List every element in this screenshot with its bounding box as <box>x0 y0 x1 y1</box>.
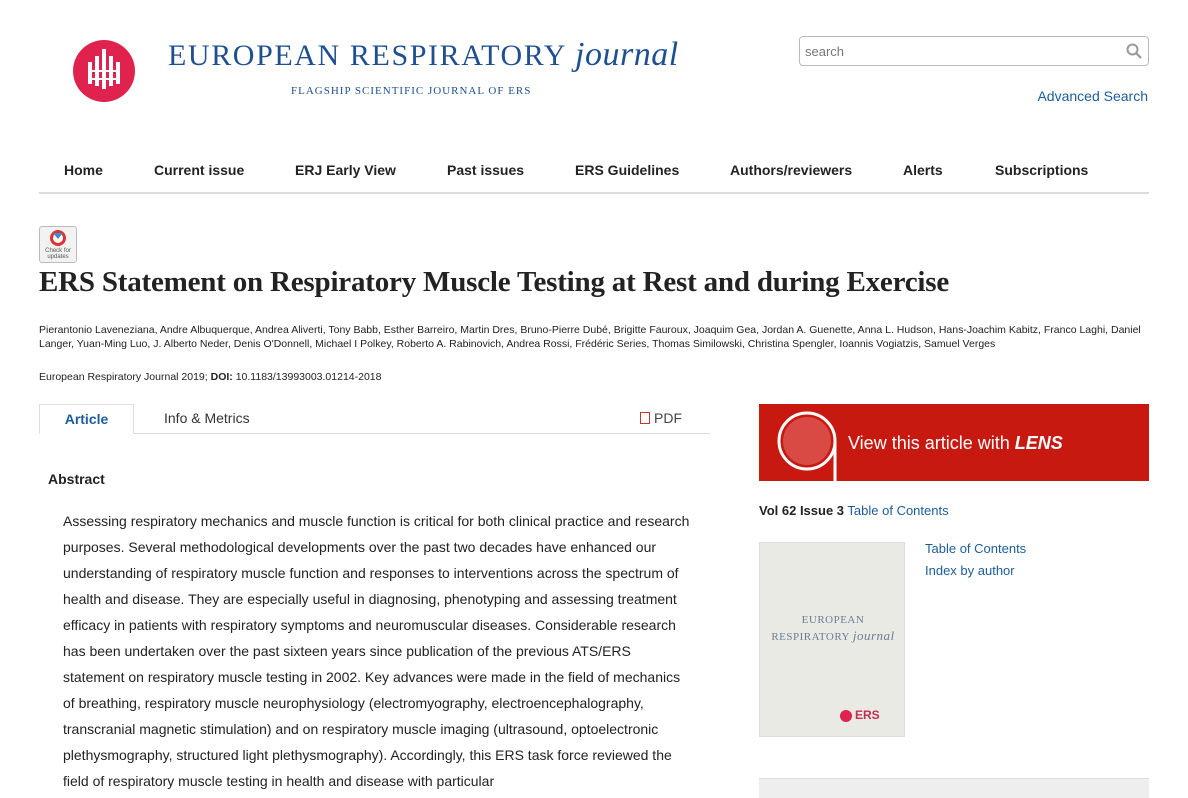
cover-title <box>760 613 906 645</box>
tab-pdf[interactable] <box>640 404 682 434</box>
abstract-text: Assessing respiratory mechanics and muscle function is critical for both clinical practice and research purposes. Several methodological developments over the past two decades have enhanced our understanding of respiratory muscle function and responses to interventions across the spectrum of health and disease. They are especially useful in diagnosing, phenotyping and assessing treatment efficacy in patients with respiratory symptoms and neuromuscular diseases. Considerable research has been undertaken over the past sixteen years since publication of the previous ATS/ERS statement on respiratory muscle testing in 2002. Key advances were made in the field of mechanics of breathing, respiratory muscle neurophysiology (electromyography, electroencephalography, transcranial magnetic stimulation) and on respiratory muscle imaging (ultrasound, optoelectronic plethysmography, structured light plethysmography). Accordingly, this ERS task force reviewed the field of respiratory muscle testing in health and disease with particular <box>63 513 690 789</box>
journal-tagline: FLAGSHIP SCIENTIFIC JOURNAL OF ERS <box>291 85 532 97</box>
lens-banner[interactable] <box>759 404 1149 481</box>
cover-ers-text: ERS <box>855 708 880 722</box>
crossmark-label: Check for updates <box>45 248 71 260</box>
lens-magnifier-icon <box>759 404 849 481</box>
doi-label: DOI: <box>210 371 233 383</box>
tab-pdf-label: PDF <box>654 410 682 426</box>
citation-journal: European Respiratory Journal 2019; <box>39 371 208 383</box>
cover-line2: RESPIRATORY <box>771 631 850 643</box>
ers-logo[interactable] <box>73 40 135 102</box>
abstract-heading: Abstract <box>48 471 105 487</box>
table-of-contents-link[interactable]: Table of Contents <box>925 541 1027 556</box>
nav-item-ers-guidelines[interactable]: ERS Guidelines <box>575 162 680 178</box>
cover-line1: EUROPEAN <box>801 614 865 626</box>
lens-label <box>848 433 1063 454</box>
lens-text: View this article with <box>848 433 1010 453</box>
cover-ers-logo-icon <box>840 710 852 722</box>
article-tools-box <box>759 778 1149 798</box>
search-box <box>799 36 1149 66</box>
volume-issue: Vol 62 Issue 3 <box>759 503 845 518</box>
advanced-search-link[interactable]: Advanced Search <box>1037 88 1148 104</box>
journal-title[interactable] <box>168 36 679 74</box>
article-title: ERS Statement on Respiratory Muscle Testing at Rest and during Exercise <box>39 266 950 298</box>
nav-item-past-issues[interactable]: Past issues <box>447 162 525 178</box>
journal-title-main: EUROPEAN RESPIRATORY <box>168 39 566 72</box>
issue-cover-image[interactable] <box>759 542 905 737</box>
pdf-icon <box>640 412 650 424</box>
author-list: Pierantonio Laveneziana, Andre Albuquerque, Andrea Aliverti, Tony Babb, Esther Barreiro, Martin Dres, Bruno-Pierre Dubé, Brigitte Fauroux, Joaquim Gea, Jordan A. Guenette, Anna L. Hudson, Hans-Joachim Kabitz, Franco Laghi, Daniel Langer, Yuan-Ming Luo, J. Alberto Neder, Denis O'Donnell, Michael I Polkey, Roberto A. Rabinovich, Andrea Rossi, Frédéric Series, Thomas Similowski, Christina Spengler, Ioannis Vogiatzis, Samuel Verges <box>39 324 1141 350</box>
tab-info-metrics[interactable]: Info & Metrics <box>164 410 250 426</box>
cover-journal: journal <box>852 628 895 643</box>
citation <box>39 371 381 383</box>
crossmark-icon <box>40 227 76 249</box>
main-nav <box>39 150 1149 194</box>
nav-item-authors-reviewers[interactable]: Authors/reviewers <box>730 162 853 178</box>
doi-value[interactable]: 10.1183/13993003.01214-2018 <box>235 371 382 383</box>
nav-item-early-view[interactable]: ERJ Early View <box>295 162 396 178</box>
search-icon[interactable] <box>1126 43 1142 59</box>
nav-item-current-issue[interactable]: Current issue <box>154 162 245 178</box>
nav-item-alerts[interactable]: Alerts <box>903 162 943 178</box>
crossmark-badge[interactable] <box>39 226 77 263</box>
index-by-author-link[interactable]: Index by author <box>925 563 1015 578</box>
search-input[interactable] <box>800 37 1120 65</box>
tab-article[interactable]: Article <box>39 404 134 434</box>
volume-info <box>759 503 949 518</box>
nav-item-home[interactable]: Home <box>64 162 103 178</box>
nav-item-subscriptions[interactable]: Subscriptions <box>995 162 1089 178</box>
lungs-icon <box>73 40 135 102</box>
journal-title-italic: journal <box>575 36 679 73</box>
lens-brand: LENS <box>1014 433 1063 453</box>
toc-inline-link[interactable]: Table of Contents <box>847 503 949 518</box>
article-tabs <box>39 404 710 434</box>
